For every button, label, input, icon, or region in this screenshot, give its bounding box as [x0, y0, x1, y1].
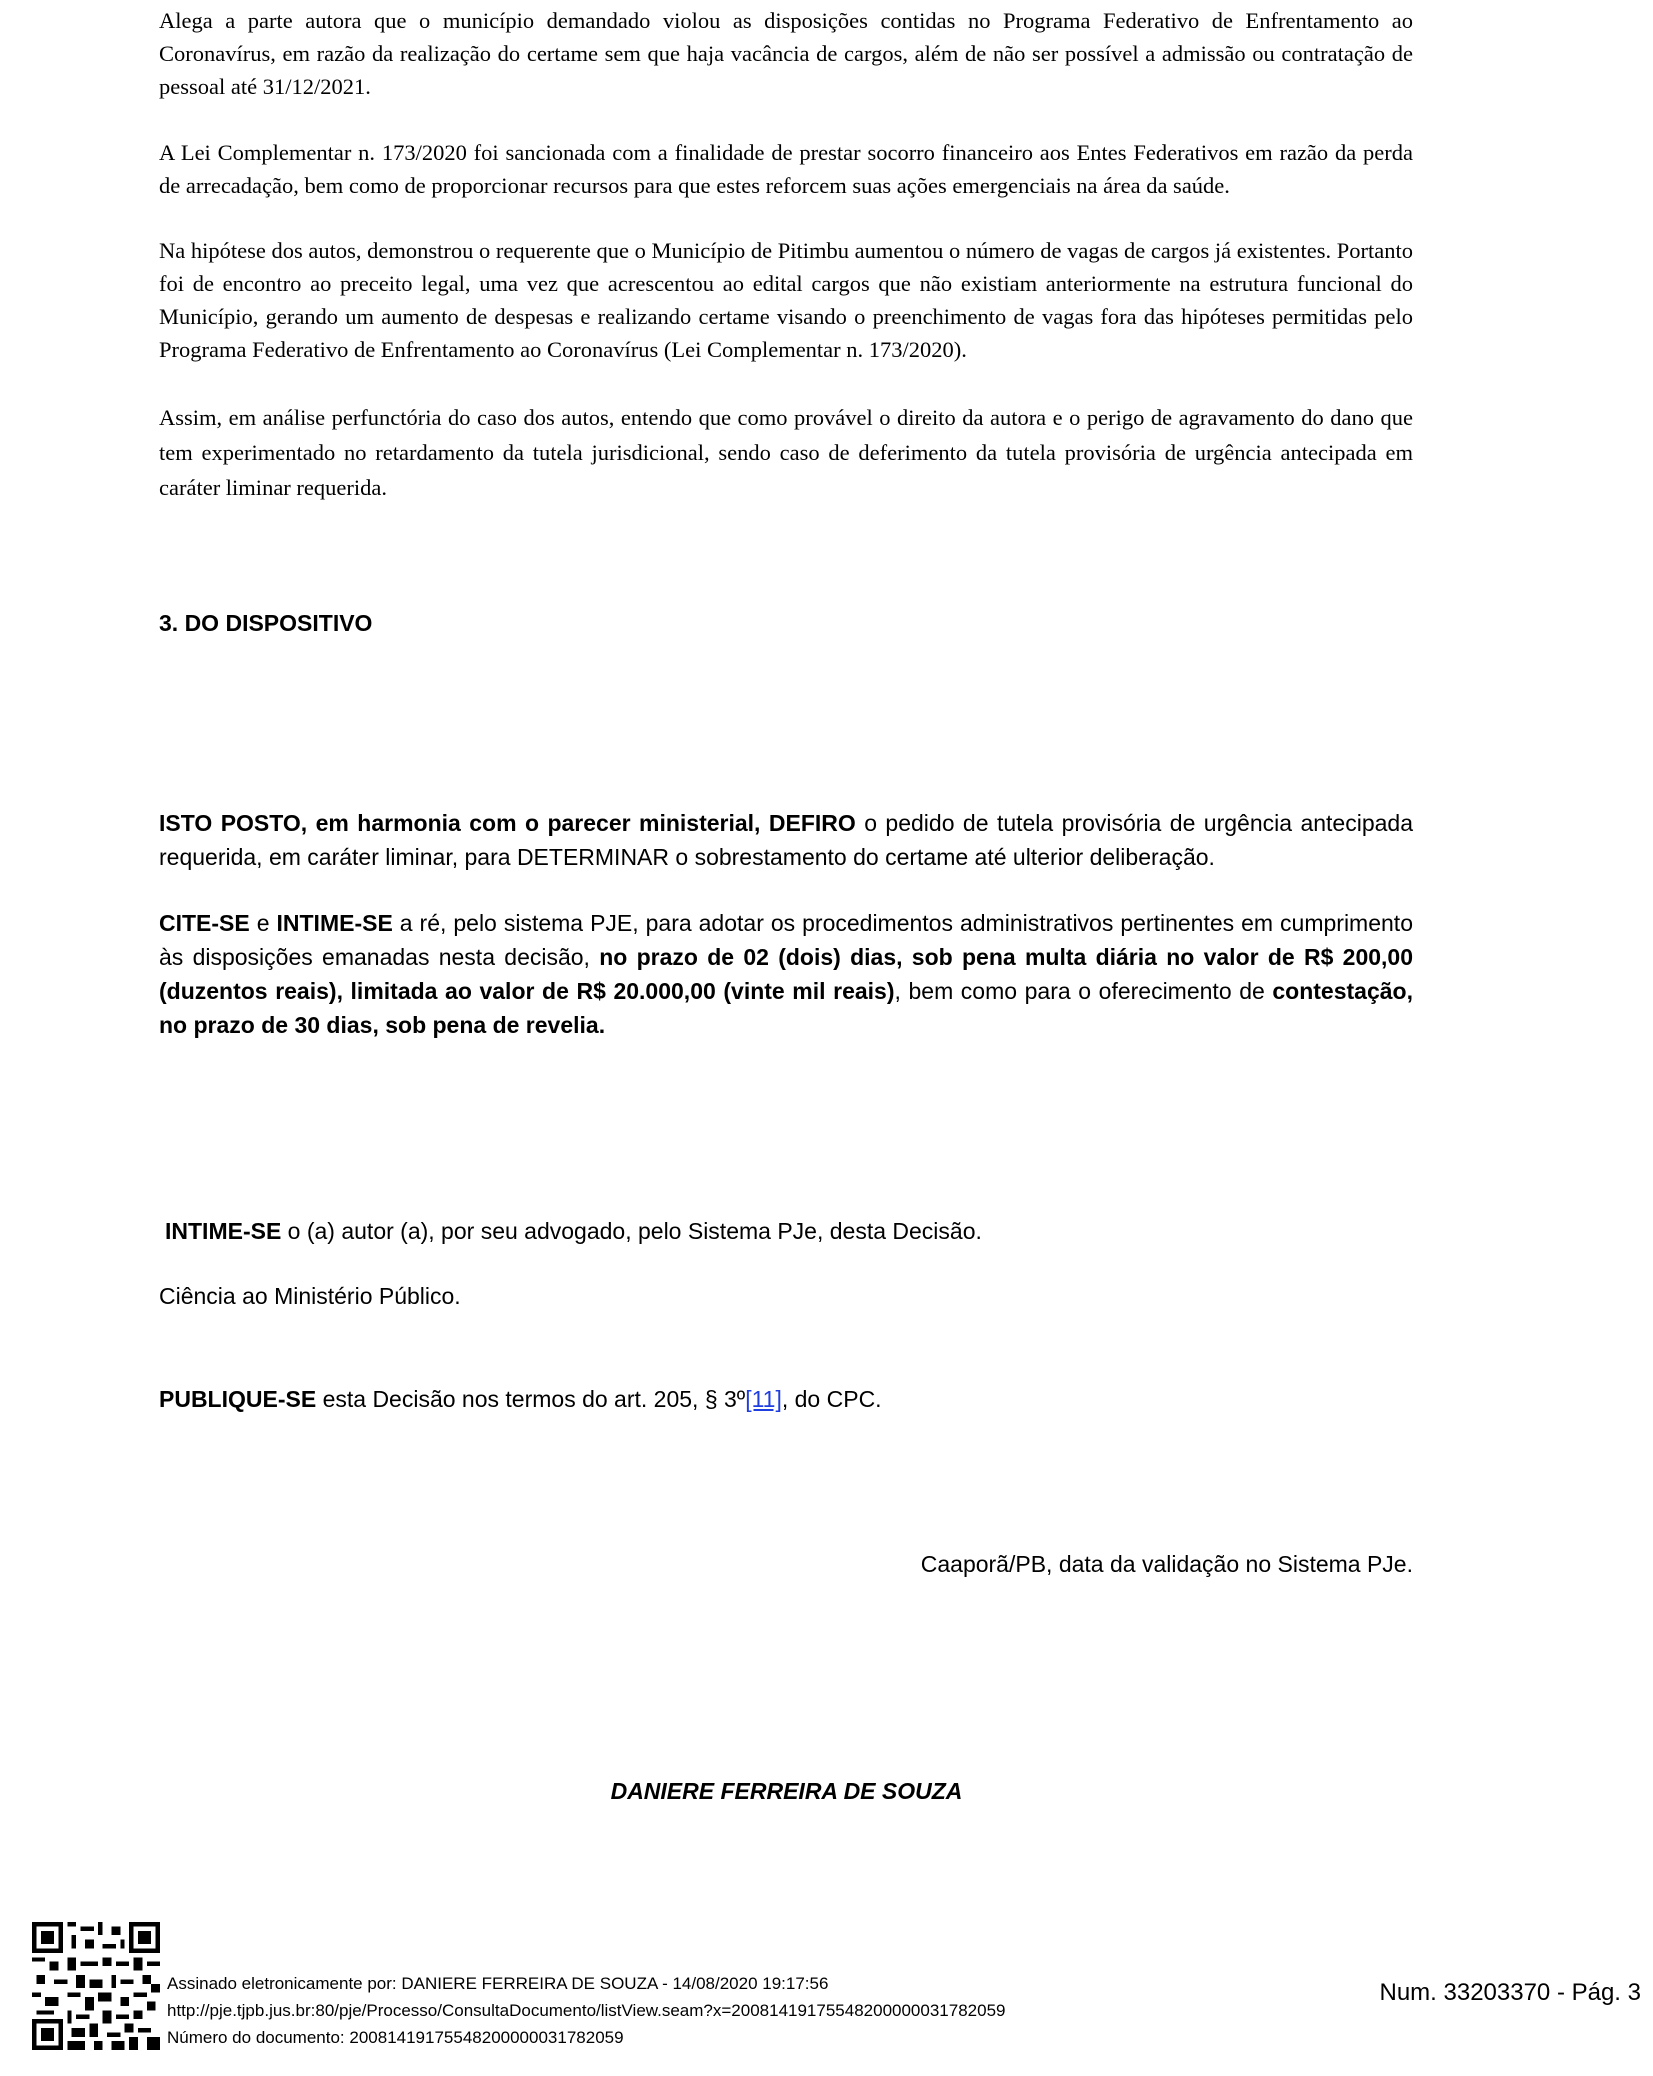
- cite-bold-c: no prazo de 02 (dois) dias, sob pena multa diária no valor de R$ 200,00 (duzentos reais), limitada ao valor de R$ 20.000,00 (vinte mil reais): [159, 944, 1414, 1004]
- paragraph-allegation: Alega a parte autora que o município demandado violou as disposições contidas no Programa Federativo de Enfrentamento ao Coronavírus, em razão da realização do certame sem que haja vacância de cargos, além de não ser possível a admissão ou contratação de pessoal até 31/12/2021.: [159, 8, 1413, 99]
- footer-signed-by: Assinado eletronicamente por: DANIERE FERREIRA DE SOUZA - 14/08/2020 19:17:56: [167, 1974, 829, 1993]
- paragraph-analise: Assim, em análise perfunctória do caso dos autos, entendo que como provável o direito da autora e o perigo de agravamento do dano que tem experimentado no retardamento da tutela jurisdicional, sendo caso de deferimento da tutela provisória de urgência antecipada em caráter liminar requerida.: [159, 405, 1413, 500]
- qr-code-icon: [32, 1922, 160, 2050]
- dispositivo-text: o pedido de tutela provisória de urgência antecipada requerida, em caráter liminar, para DETERMINAR o sobrestamento do certame até ulterior deliberação.: [159, 810, 1413, 870]
- cite-bold-d: contestação, no prazo de 30 dias, sob pena de revelia.: [159, 978, 1413, 1038]
- footer-document-number: Número do documento: 20081419175548200000031782059: [167, 2028, 624, 2047]
- paragraph-ciencia: Ciência ao Ministério Público.: [159, 1283, 461, 1309]
- paragraph-cite: [159, 906, 1413, 1042]
- cite-text-a: e: [249, 910, 277, 936]
- paragraph-lei-complementar: A Lei Complementar n. 173/2020 foi sancionada com a finalidade de prestar socorro financeiro aos Entes Federativos em razão da perda de arrecadação, bem como de proporcionar recursos para que estes reforcem suas ações emergenciais na área da saúde.: [159, 140, 1413, 198]
- electronic-signature-footer: [167, 1970, 1005, 2051]
- paragraph-publique: [159, 1382, 882, 1416]
- paragraph-intime: [165, 1214, 982, 1248]
- cite-bold-a: CITE-SE: [159, 910, 250, 936]
- intime-bold: INTIME-SE: [165, 1218, 282, 1244]
- section-heading: 3. DO DISPOSITIVO: [159, 610, 373, 636]
- place-date: Caaporã/PB, data da validação no Sistema PJe.: [920, 1551, 1413, 1577]
- publique-tail: , do CPC.: [781, 1386, 882, 1412]
- signature-name: DANIERE FERREIRA DE SOUZA: [610, 1778, 963, 1804]
- paragraph-hipotese: Na hipótese dos autos, demonstrou o requerente que o Município de Pitimbu aumentou o número de vagas de cargos já existentes. Portanto foi de encontro ao preceito legal, uma vez que acrescentou ao edital cargos que não existiam anteriormente na estrutura funcional do Município, gerando um aumento de despesas e realizando certame visando o preenchimento de vagas fora das hipóteses permitidas pelo Programa Federativo de Enfrentamento ao Coronavírus (Lei Complementar n. 173/2020).: [159, 238, 1413, 362]
- page-number: Num. 33203370 - Pág. 3: [1379, 1979, 1641, 2006]
- footer-url[interactable]: http://pje.tjpb.jus.br:80/pje/Processo/ConsultaDocumento/listView.seam?x=20081419175548200000031782059: [167, 2001, 1006, 2020]
- publique-bold: PUBLIQUE-SE: [159, 1386, 317, 1412]
- publique-text: esta Decisão nos termos do art. 205, § 3º: [316, 1386, 746, 1412]
- intime-text: o (a) autor (a), por seu advogado, pelo Sistema PJe, desta Decisão.: [281, 1218, 982, 1244]
- cite-bold-b: INTIME-SE: [276, 910, 393, 936]
- paragraph-dispositivo: [159, 806, 1413, 874]
- cite-text-c: , bem como para o oferecimento de: [894, 978, 1273, 1004]
- dispositivo-bold: ISTO POSTO, em harmonia com o parecer ministerial, DEFIRO: [159, 810, 856, 836]
- footnote-link[interactable]: [11]: [745, 1386, 782, 1412]
- cite-text-b: a ré, pelo sistema PJE, para adotar os procedimentos administrativos pertinentes em cumprimento às disposições emanadas nesta decisão,: [159, 910, 1413, 970]
